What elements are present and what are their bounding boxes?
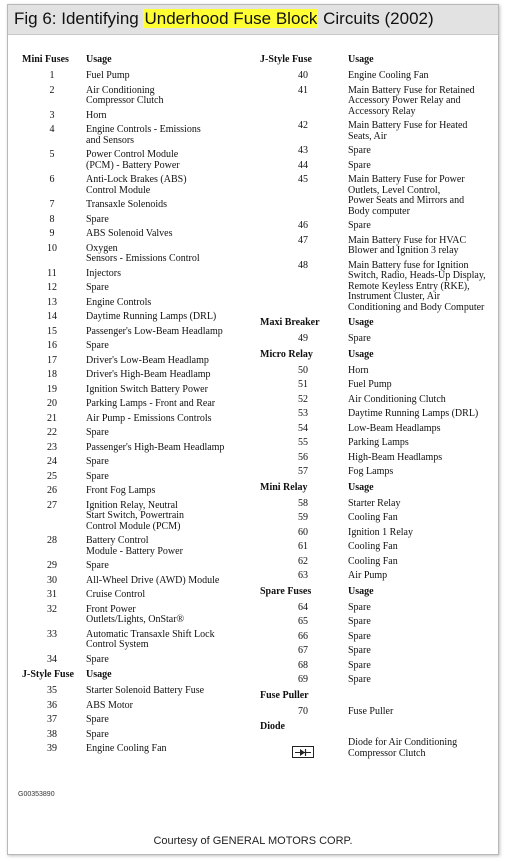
fuse-number: 7 [49,199,55,210]
table-row [258,659,498,674]
table-row [18,310,263,325]
fuse-usage: Main Battery Fuse for Heated Seats, Air [348,120,468,142]
fuse-usage: Main Battery fuse for Ignition Switch, Radio, Heads-Up Display, Remote Keyless Entry (RKE), Instrument Cluster, Air Conditioning and Body Computer [348,259,486,313]
fuse-number: 38 [47,728,57,740]
table-row [258,378,498,393]
fuse-usage: Air Conditioning Compressor Clutch [86,84,164,106]
table-row [258,555,498,570]
table-row [258,736,498,764]
fuse-number: 48 [298,259,308,271]
fuse-usage: Starter Solenoid Battery Fuse [86,685,205,696]
fuse-number: 60 [298,526,308,538]
fuse-number: 59 [298,512,308,523]
fuse-usage: Spare [348,630,371,642]
fuse-number: 13 [47,296,57,308]
figure-header [8,5,498,35]
figure-frame [7,4,499,855]
fuse-number: 22 [47,427,57,438]
fuse-number: 66 [298,630,308,642]
table-row [18,728,263,743]
fuse-usage: Engine Cooling Fan [348,70,429,81]
table-row [258,364,498,379]
table-row [258,436,498,451]
table-row [258,393,498,408]
fuse-usage: Air Pump [348,570,388,581]
table-row [18,325,263,340]
fuse-usage: Air Conditioning Clutch [348,393,446,405]
section-title: Micro Relay [260,348,313,360]
usage-header: Usage [348,54,374,65]
fuse-number: 24 [47,456,57,467]
fuse-usage: Spare [86,213,109,225]
section-header-j-style-fuse [258,55,498,67]
fuse-number: 55 [298,437,308,448]
table-row [18,412,263,427]
table-row [258,673,498,688]
fuse-number: 20 [47,398,57,409]
fuse-usage: Fuel Pump [86,70,130,81]
fuse-usage: Low-Beam Headlamps [348,422,441,434]
table-row [258,407,498,422]
fuse-usage: Spare [86,728,109,740]
fuse-usage: Oxygen Sensors - Emissions Control [86,242,200,264]
fuse-number: 70 [298,705,308,717]
fuse-usage: Horn [348,364,369,376]
fuse-number: 34 [47,653,57,665]
usage-header: Usage [348,317,374,328]
table-row [18,534,263,559]
fuse-number: 40 [298,70,308,81]
fuse-number: 10 [47,242,57,254]
section-header-fuse-puller [258,691,498,703]
table-row [18,559,263,574]
table-row [18,484,263,499]
fuse-number: 23 [47,441,57,453]
fuse-number: 56 [298,451,308,463]
section-title: Fuse Puller [260,689,309,701]
fuse-usage: Injectors [86,267,121,279]
fuse-number: 36 [47,699,57,711]
section-header-mini-fuses [18,55,263,67]
fuse-number: 42 [298,120,308,131]
fuse-usage: Engine Controls [86,296,152,308]
title-prefix: Fig 6: Identifying [14,9,144,28]
fuse-number: 57 [298,466,308,477]
fuse-usage: Spare [348,333,371,344]
table-row [258,465,498,480]
fuse-number: 58 [298,497,308,509]
table-row [258,540,498,555]
fuse-number: 26 [47,485,57,496]
table-row [258,526,498,541]
table-row [258,422,498,437]
table-row [18,84,263,109]
fuse-number: 8 [49,213,55,225]
table-row [258,615,498,630]
usage-header: Usage [86,54,112,65]
fuse-usage: Fuel Pump [348,379,392,390]
table-row [18,470,263,485]
fuse-usage: Cruise Control [86,589,146,600]
table-row [258,234,498,259]
table-row [18,281,263,296]
fuse-usage: Starter Relay [348,497,401,509]
table-row [18,397,263,412]
fuse-usage: Power Control Module (PCM) - Battery Power [86,149,180,171]
fuse-usage: Automatic Transaxle Shift Lock Control System [86,628,215,650]
fuse-number: 19 [47,383,57,395]
table-row [258,173,498,219]
table-row [258,119,498,144]
table-row [258,69,498,84]
fuse-usage: Driver's Low-Beam Headlamp [86,354,209,366]
table-row [18,296,263,311]
fuse-number: 31 [47,589,57,600]
fuse-usage: Front Power Outlets/Lights, OnStar® [86,603,185,625]
section-title: Diode [260,721,285,732]
fuse-number: 47 [298,234,308,246]
table-row [18,69,263,84]
table-row [18,123,263,148]
fuse-number: 32 [47,603,57,615]
fuse-usage: Spare [348,159,371,171]
table-row [18,173,263,198]
table-row [258,259,498,316]
fuse-number: 14 [47,311,57,322]
usage-header: Usage [348,585,374,597]
section-title: Mini Relay [260,481,308,493]
fuse-number: 43 [298,145,308,156]
fuse-number: 28 [47,535,57,546]
fuse-usage: ABS Motor [86,699,133,711]
diode-icon [292,746,314,758]
section-header-mini-relay [258,483,498,495]
fuse-usage: Spare [86,714,109,725]
fuse-number: 33 [47,628,57,640]
fuse-usage: Battery Control Module - Battery Power [86,535,183,557]
table-row [258,497,498,512]
fuse-number: 49 [298,333,308,344]
table-row [18,628,263,653]
fuse-number: 35 [47,685,57,696]
fuse-number: 50 [298,364,308,376]
fuse-usage: Parking Lamps - Front and Rear [86,398,216,409]
table-row [258,601,498,616]
fuse-usage: Daytime Running Lamps (DRL) [348,408,479,419]
left-column [18,55,263,757]
fuse-number: 16 [47,340,57,351]
fuse-usage: Parking Lamps [348,437,409,448]
section-header-maxi-breaker [258,318,498,330]
table-row [18,354,263,369]
usage-header: Usage [348,481,374,493]
fuse-usage: Spare [86,282,109,293]
section-header-diode [258,722,498,734]
fuse-usage: Main Battery Fuse for Retained Accessory Power Relay and Accessory Relay [348,84,475,117]
fuse-usage: Fuse Puller [348,705,394,717]
fuse-usage: Spare [86,470,109,482]
fuse-number: 41 [298,84,308,96]
fuse-usage: All-Wheel Drive (AWD) Module [86,574,220,586]
section-header-spare-fuses [258,587,498,599]
table-row [18,198,263,213]
table-row [258,705,498,720]
fuse-usage: Cooling Fan [348,512,398,523]
usage-header: Usage [348,348,374,360]
table-row [258,630,498,645]
table-row [18,383,263,398]
fuse-number: 2 [49,84,55,96]
fuse-number: 4 [49,124,55,135]
fuse-usage: ABS Solenoid Valves [86,228,173,239]
fuse-usage: Air Pump - Emissions Controls [86,412,212,424]
section-title: Mini Fuses [22,54,69,65]
table-row [18,603,263,628]
table-row [258,569,498,584]
table-row [258,451,498,466]
table-row [18,699,263,714]
table-row [18,148,263,173]
fuse-usage: Ignition Relay, Neutral Start Switch, Powertrain Control Module (PCM) [86,499,185,532]
fuse-number: 61 [298,541,308,552]
fuse-number: 68 [298,659,308,671]
fuse-usage: Cooling Fan [348,541,398,552]
fuse-number: 64 [298,601,308,613]
figure-title [14,9,434,29]
fuse-usage: Spare [348,220,371,231]
table-row [18,653,263,668]
section-title: J-Style Fuse [22,669,74,680]
fuse-usage: Spare [86,456,109,467]
usage-header: Usage [86,669,112,680]
fuse-number: 5 [49,149,55,160]
figure-id: G00353890 [18,791,55,798]
fuse-usage: Cooling Fan [348,555,398,567]
fuse-usage: Main Battery Fuse for HVAC Blower and Ignition 3 relay [348,234,467,256]
fuse-number: 37 [47,714,57,725]
fuse-usage: Driver's High-Beam Headlamp [86,369,211,380]
title-suffix: Circuits (2002) [318,9,434,28]
section-header-micro-relay [258,350,498,362]
fuse-usage: High-Beam Headlamps [348,451,443,463]
fuse-usage: Spare [348,601,371,613]
fuse-usage: Horn [86,109,107,121]
table-row [18,713,263,728]
right-column [258,55,498,764]
fuse-number: 39 [47,743,57,754]
table-row [18,242,263,267]
section-title: J-Style Fuse [260,54,312,65]
fuse-usage: Fog Lamps [348,466,394,477]
table-row [258,511,498,526]
usage-header [348,722,498,734]
table-row [258,84,498,120]
table-row [258,219,498,234]
fuse-usage: Passenger's Low-Beam Headlamp [86,325,223,337]
fuse-usage: Transaxle Solenoids [86,199,168,210]
table-row [18,574,263,589]
fuse-usage: Spare [86,340,109,351]
fuse-number: 51 [298,379,308,390]
fuse-usage: Spare [348,645,371,656]
section-title: Spare Fuses [260,585,312,597]
fuse-usage: Anti-Lock Brakes (ABS) Control Module [86,174,187,196]
fuse-number: 18 [47,369,57,380]
usage-header [348,691,498,703]
table-row [258,644,498,659]
fuse-number: 1 [49,70,55,81]
fuse-usage: Front Fog Lamps [86,485,156,496]
fuse-usage: Diode for Air Conditioning Compressor Clutch [348,737,458,759]
table-row [18,588,263,603]
table-row [18,684,263,699]
fuse-number: 44 [298,159,308,171]
fuse-usage: Spare [86,427,109,438]
fuse-number: 30 [47,574,57,586]
fuse-number: 62 [298,555,308,567]
section-header-j-style-fuse [18,670,263,682]
fuse-number: 54 [298,422,308,434]
section-title: Maxi Breaker [260,317,320,328]
table-row [18,455,263,470]
fuse-usage: Spare [86,560,109,571]
fuse-number: 65 [298,616,308,627]
fuse-number: 11 [47,267,57,279]
fuse-usage: Ignition Switch Battery Power [86,383,208,395]
fuse-usage: Spare [348,145,371,156]
table-row [18,213,263,228]
fuse-usage: Spare [348,616,371,627]
table-row [18,441,263,456]
table-row [18,109,263,124]
fuse-usage: Engine Controls - Emissions and Sensors [86,124,201,146]
fuse-usage: Ignition 1 Relay [348,526,413,538]
fuse-usage: Spare [348,659,371,671]
fuse-number: 9 [49,228,55,239]
fuse-number: 29 [47,560,57,571]
fuse-usage: Daytime Running Lamps (DRL) [86,311,217,322]
fuse-number: 46 [298,220,308,231]
table-row [18,742,263,757]
table-row [258,144,498,159]
fuse-number: 27 [47,499,57,511]
fuse-usage: Engine Cooling Fan [86,743,167,754]
table-row [258,332,498,347]
fuse-number: 3 [49,109,55,121]
table-row [18,368,263,383]
table-row [258,159,498,174]
title-highlight: Underhood Fuse Block [144,9,318,28]
fuse-number: 15 [47,325,57,337]
fuse-number [258,738,348,762]
table-row [18,426,263,441]
fuse-number: 69 [298,674,308,685]
fuse-number: 12 [47,282,57,293]
table-row [18,339,263,354]
table-row [18,227,263,242]
fuse-usage: Passenger's High-Beam Headlamp [86,441,225,453]
table-row [18,267,263,282]
credit-line: Courtesy of GENERAL MOTORS CORP. [153,835,353,847]
fuse-number: 63 [298,570,308,581]
fuse-number: 45 [298,174,308,185]
fuse-number: 53 [298,408,308,419]
fuse-number: 21 [47,412,57,424]
fuse-usage: Spare [86,653,109,665]
fuse-number: 17 [47,354,57,366]
fuse-usage: Main Battery Fuse for Power Outlets, Level Control, Power Seats and Mirrors and Body computer [348,174,465,217]
fuse-number: 25 [47,470,57,482]
table-row [18,499,263,535]
fuse-number: 67 [298,645,308,656]
fuse-usage: Spare [348,674,371,685]
fuse-number: 52 [298,393,308,405]
fuse-number: 6 [49,174,55,185]
